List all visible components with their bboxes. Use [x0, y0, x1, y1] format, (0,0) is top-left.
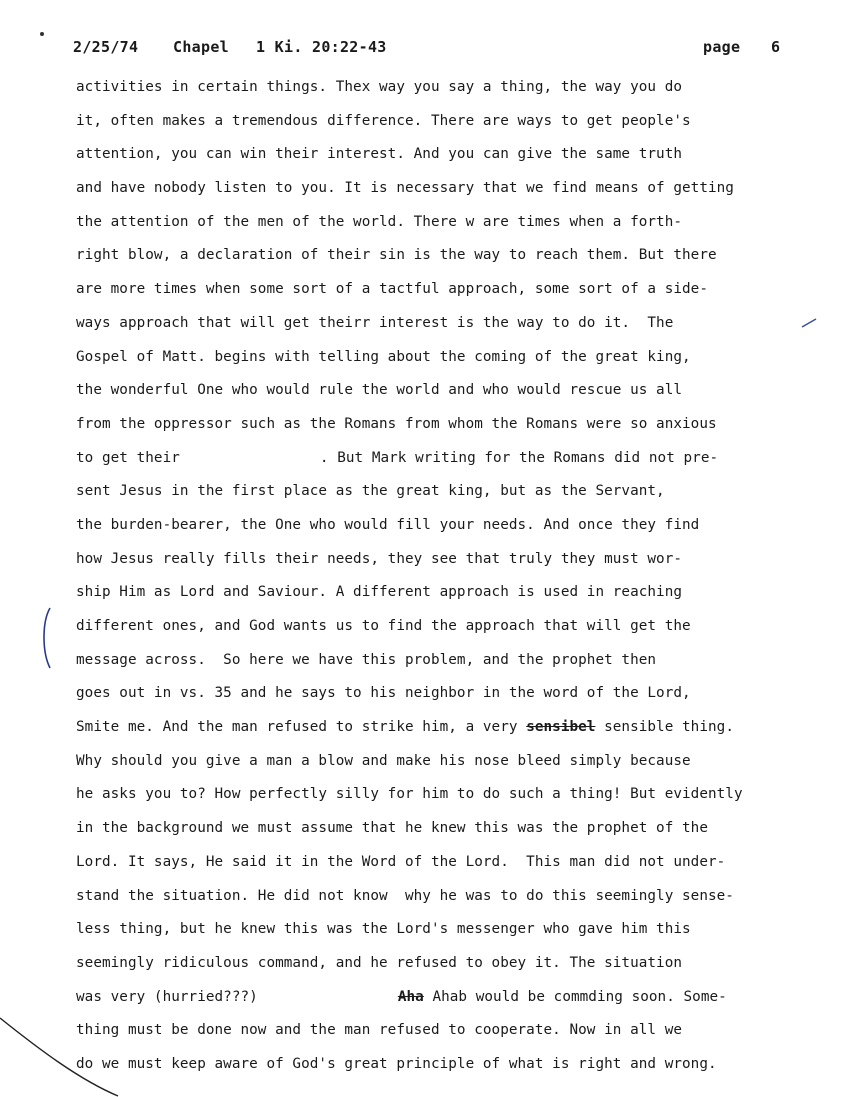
line-text: he asks you to? How perfectly silly for him to do such a thing! But evidently	[76, 786, 743, 803]
text-line	[76, 513, 848, 547]
body-text	[76, 75, 848, 1086]
text-line	[76, 782, 848, 816]
header-page-label: page	[703, 38, 741, 56]
text-line	[76, 749, 848, 783]
header-title: Chapel	[173, 38, 229, 56]
line-text: Smite me. And the man refused to strike him, a very	[76, 719, 527, 736]
line-text: Gospel of Matt. begins with telling about the coming of the great king,	[76, 348, 691, 365]
text-line	[76, 311, 848, 345]
text-line	[76, 1052, 848, 1086]
text-line	[76, 985, 848, 1019]
text-line	[76, 412, 848, 446]
struck-word: Aha	[397, 988, 424, 1005]
line-text: how Jesus really fills their needs, they see that truly they must wor-	[76, 550, 683, 567]
text-line	[76, 277, 848, 311]
text-line	[76, 479, 848, 513]
text-line	[76, 681, 848, 715]
pen-tick-mark	[800, 317, 818, 329]
text-line	[76, 850, 848, 884]
text-line	[76, 210, 848, 244]
text-line	[76, 951, 848, 985]
line-text: was very (hurried???)	[76, 988, 258, 1005]
line-text: Lord. It says, He said it in the Word of the Lord. This man did not under-	[76, 853, 726, 870]
line-text: Ahab would be commding soon. Some-	[423, 988, 727, 1005]
line-text: the wonderful One who would rule the world and who would rescue us all	[76, 382, 683, 399]
line-text: stand the situation. He did not know why he was to do this seemingly sense-	[76, 887, 734, 904]
line-text: from the oppressor such as the Romans from whom the Romans were so anxious	[76, 415, 717, 432]
line-text: the attention of the men of the world. There w are times when a forth-	[76, 213, 683, 230]
line-text: different ones, and God wants us to find the approach that will get the	[76, 618, 691, 634]
line-text: it, often makes a tremendous difference. There are ways to get people's	[76, 112, 691, 129]
line-text: are more times when some sort of a tactful approach, some sort of a side-	[76, 281, 708, 298]
text-line	[76, 446, 848, 480]
line-text: activities in certain things. Thex way you say a thing, the way you do	[76, 79, 683, 95]
line-text: sensible thing.	[595, 719, 734, 736]
line-text: seemingly ridiculous command, and he refused to obey it. The situation	[76, 954, 683, 971]
line-text: in the background we must assume that he knew this was the prophet of the	[76, 820, 708, 837]
text-line	[76, 547, 848, 581]
text-line	[76, 142, 848, 176]
line-text: message across. So here we have this problem, and the prophet then	[76, 651, 657, 668]
line-text: attention, you can win their interest. And you can give the same truth	[76, 146, 683, 163]
text-line	[76, 75, 848, 109]
line-text: . But Mark writing for the Romans did not pre-	[319, 449, 719, 466]
text-line	[76, 614, 848, 648]
text-line	[76, 648, 848, 682]
header-page-number: 6	[771, 38, 781, 56]
line-text: goes out in vs. 35 and he says to his neighbor in the word of the Lord,	[76, 685, 691, 702]
header-date: 2/25/74	[73, 38, 139, 56]
line-text: do we must keep aware of God's great principle of what is right and wrong.	[76, 1055, 717, 1072]
line-text: to get their	[76, 449, 180, 466]
header-reference: 1 Ki. 20:22-43	[256, 38, 387, 56]
text-line	[76, 580, 848, 614]
text-line	[76, 243, 848, 277]
text-line	[76, 109, 848, 143]
line-text: right blow, a declaration of their sin is the way to reach them. But there	[76, 247, 717, 264]
page-header	[73, 38, 793, 62]
text-line	[76, 378, 848, 412]
ink-dot	[40, 32, 44, 36]
text-line	[76, 884, 848, 918]
text-line	[76, 715, 848, 749]
text-line	[76, 917, 848, 951]
text-line	[76, 345, 848, 379]
text-line	[76, 816, 848, 850]
line-text: ways approach that will get theirr interest is the way to do it. The	[76, 314, 674, 331]
line-text: and have nobody listen to you. It is necessary that we find means of getting	[76, 180, 734, 197]
line-text: thing must be done now and the man refused to cooperate. Now in all we	[76, 1022, 683, 1039]
line-text: the burden-bearer, the One who would fill your needs. And once they find	[76, 516, 700, 533]
line-text: less thing, but he knew this was the Lord's messenger who gave him this	[76, 921, 691, 938]
text-line	[76, 1018, 848, 1052]
text-line	[76, 176, 848, 210]
margin-bracket-mark	[40, 606, 52, 670]
line-text: ship Him as Lord and Saviour. A different approach is used in reaching	[76, 584, 683, 601]
page-corner-fold	[0, 1010, 120, 1097]
line-text: sent Jesus in the first place as the great king, but as the Servant,	[76, 483, 665, 500]
struck-word: sensibel	[526, 719, 596, 736]
line-text: Why should you give a man a blow and make his nose bleed simply because	[76, 752, 691, 769]
